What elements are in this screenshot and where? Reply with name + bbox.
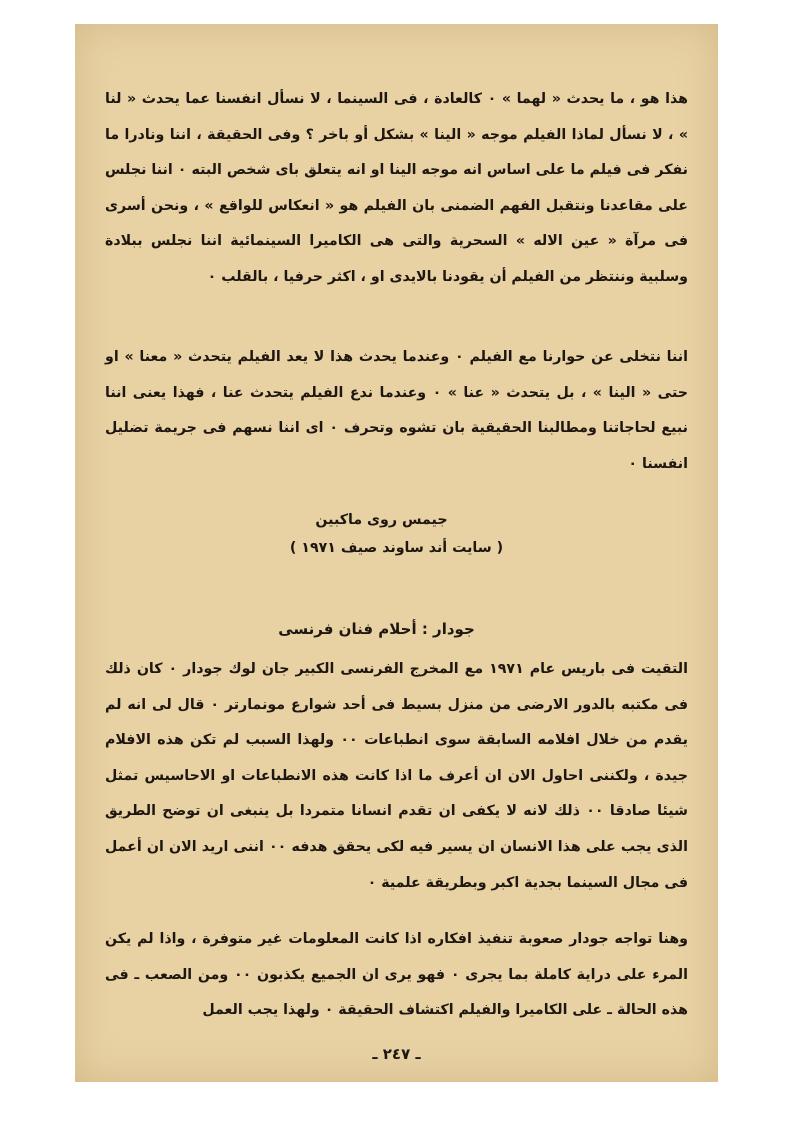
- paragraph-godard-interview: التقيت فى باريس عام ١٩٧١ مع المخرج الفرنسى الكبير جان لوك جودار ٠ كان ذلك فى مكتبه بالدور الارضى من منزل بسيط فى أحد شوارع مونمارتر ٠ قال لى انه لم يقدم من خلال افلامه السابقة سوى انطباعات ٠٠ ولهذا السبب لم تكن هذه الافلام جيدة ، ولكننى احاول الان ان أعرف ما اذا كانت هذه الانطباعات او الاحاسيس تمثل شيئا صادقا ٠٠ ذلك لانه لا يكفى ان تقدم انسانا متمردا بل ينبغى ان توضح الطريق الذى يجب على هذا الانسان ان يسير فيه لكى يحقق هدفه ٠٠ اننى اريد الان ان أعمل فى مجال السينما بجدية اكبر وبطريقة علمية ٠: [105, 661, 688, 891]
- scanned-page: [75, 24, 718, 1082]
- attribution: [75, 506, 718, 562]
- paragraph-intro: هذا هو ، ما يحدث « لهما » ٠ كالعادة ، فى السينما ، لا نسأل انفسنا عما يحدث « لنا » ، لا نسأل لماذا الفيلم موجه « الينا » بشكل أو باخر ؟ وفى الحقيقة ، اننا ونادرا ما نفكر فى فيلم ما على اساس انه موجه الينا او انه يتعلق باى شخص البته ٠ اننا نجلس على مقاعدنا ونتقبل الفهم الضمنى بان الفيلم هو « انعكاس للواقع » ، ونحن أسرى فى مرآة « عين الاله » السحرية والتى هى الكاميرا السينمائية اننا نجلس ببلادة وسلبية وننتظر من الفيلم أن يقودنا بالايدى او ، اكثر حرفيا ، بالقلب ٠: [105, 91, 688, 285]
- paragraph-dialogue: اننا نتخلى عن حوارنا مع الفيلم ٠ وعندما يحدث هذا لا يعد الفيلم يتحدث « معنا » او حتى « الينا » ، بل يتحدث « عنا » ٠ وعندما ندع الفيلم يتحدث عنا ، فهذا يعنى اننا نبيع لحاجاتنا ومطالبنا الحقيقية بان تشوه وتحرف ٠ اى اننا نسهم فى جريمة تضليل انفسنا ٠: [105, 349, 688, 472]
- paragraph-godard-difficulty: وهنا تواجه جودار صعوبة تنفيذ افكاره اذا كانت المعلومات غير متوفرة ، واذا لم يكن المرء على دراية كاملة بما يجرى ٠ فهو يرى ان الجميع يكذبون ٠٠ ومن الصعب ـ فى هذه الحالة ـ على الكاميرا والفيلم اكتشاف الحقيقة ٠ ولهذا يجب العمل: [105, 931, 688, 1019]
- author-source: ( سايت أند ساوند صيف ١٩٧١ ): [289, 540, 504, 556]
- author-name: جيمس روى ماكبين: [315, 512, 448, 528]
- section-heading: جودار : أحلام فنان فرنسى: [278, 620, 475, 638]
- page-number: ـ ٢٤٧ ـ: [372, 1045, 421, 1063]
